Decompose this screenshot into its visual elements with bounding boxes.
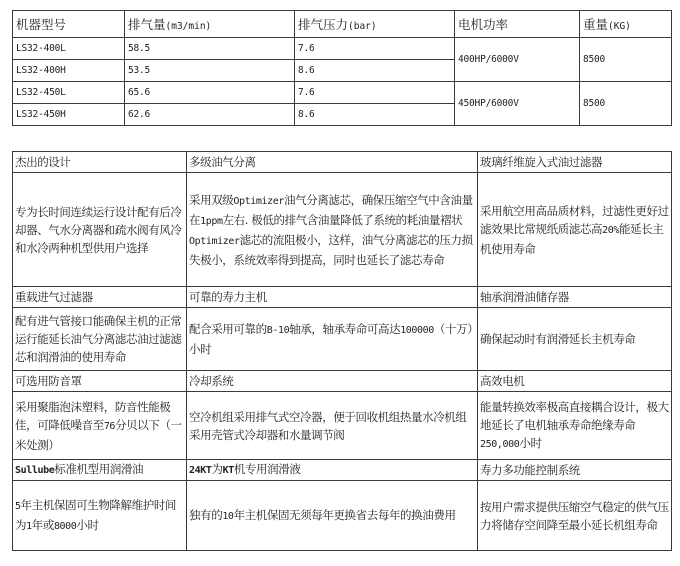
feature-body-row bbox=[13, 392, 672, 460]
spec-table bbox=[12, 10, 672, 126]
feature-body-row bbox=[13, 308, 672, 371]
feature-title-row bbox=[13, 371, 672, 392]
header-weight: 重量(KG) bbox=[580, 11, 672, 38]
header-exhaust: 排气量(m3/min) bbox=[125, 11, 295, 38]
header-motor: 电机功率 bbox=[455, 11, 580, 38]
cell-exhaust: 58.5 bbox=[125, 38, 295, 60]
spec-header-row bbox=[13, 11, 672, 38]
table-row bbox=[13, 82, 672, 104]
cell-motor: 400HP/6000V bbox=[455, 38, 580, 82]
cell-motor: 450HP/6000V bbox=[455, 82, 580, 126]
feature-text: 空冷机组采用排气式空冷器，便于回收机组热量水冷机组采用壳管式冷却器和水量调节阀 bbox=[187, 392, 478, 460]
feature-title: 杰出的设计 bbox=[13, 152, 187, 173]
feature-text: 配有进气管接口能确保主机的正常运行能延长油气分离滤芯油过滤滤芯和润滑油的使用寿命 bbox=[13, 308, 187, 371]
cell-weight: 8500 bbox=[580, 38, 672, 82]
cell-weight: 8500 bbox=[580, 82, 672, 126]
table-row bbox=[13, 38, 672, 60]
feature-text: 独有的10年主机保固无须每年更换省去每年的换油费用 bbox=[187, 481, 478, 551]
cell-pressure: 7.6 bbox=[295, 38, 455, 60]
feature-text: 确保起动时有润滑延长主机寿命 bbox=[478, 308, 672, 371]
feature-title: 寿力多功能控制系统 bbox=[478, 460, 672, 481]
feature-title: Sullube标准机型用润滑油 bbox=[13, 460, 187, 481]
cell-model: LS32-400L bbox=[13, 38, 125, 60]
feature-title-row bbox=[13, 460, 672, 481]
feature-text: 5年主机保固可生物降解维护时间为1年或8000小时 bbox=[13, 481, 187, 551]
header-pressure: 排气压力(bar) bbox=[295, 11, 455, 38]
feature-text: 能量转换效率极高直接耦合设计，极大地延长了电机轴承寿命绝缘寿命250,000小时 bbox=[478, 392, 672, 460]
feature-text: 配合采用可靠的B-10轴承，轴承寿命可高达100000（十万）小时 bbox=[187, 308, 478, 371]
feature-body-row bbox=[13, 173, 672, 287]
feature-title: 轴承润滑油储存器 bbox=[478, 287, 672, 308]
cell-pressure: 7.6 bbox=[295, 82, 455, 104]
cell-exhaust: 62.6 bbox=[125, 104, 295, 126]
feature-text: 采用双级Optimizer油气分离滤芯，确保压缩空气中含油量在1ppm左右. 极低的排气含油量降低了系统的耗油量褶状Optimizer滤芯的流阻极小，这样，油气分离滤芯的压力损失极小，系统效率得到提高，同时也延长了滤芯寿命 bbox=[187, 173, 478, 287]
feature-title: 可靠的寿力主机 bbox=[187, 287, 478, 308]
feature-title: 可选用防音罩 bbox=[13, 371, 187, 392]
cell-exhaust: 65.6 bbox=[125, 82, 295, 104]
feature-title: 冷却系统 bbox=[187, 371, 478, 392]
feature-title: 24KT为KT机专用润滑液 bbox=[187, 460, 478, 481]
feature-text: 按用户需求提供压缩空气稳定的供气压力将储存空间降至最小延长机组寿命 bbox=[478, 481, 672, 551]
feature-title: 多级油气分离 bbox=[187, 152, 478, 173]
cell-pressure: 8.6 bbox=[295, 60, 455, 82]
cell-pressure: 8.6 bbox=[295, 104, 455, 126]
feature-title-row bbox=[13, 287, 672, 308]
header-model: 机器型号 bbox=[13, 11, 125, 38]
cell-exhaust: 53.5 bbox=[125, 60, 295, 82]
cell-model: LS32-400H bbox=[13, 60, 125, 82]
feature-text: 采用聚脂泡沫塑料，防音性能极佳，可降低噪音至76分贝以下（一米处测） bbox=[13, 392, 187, 460]
feature-title-row bbox=[13, 152, 672, 173]
feature-text: 采用航空用高品质材料，过滤性更好过滤效果比常规纸质滤芯高20%能延长主机使用寿命 bbox=[478, 173, 672, 287]
feature-text: 专为长时间连续运行设计配有后冷却器、气水分离器和疏水阀有风冷和水冷两种机型供用户选择 bbox=[13, 173, 187, 287]
cell-model: LS32-450H bbox=[13, 104, 125, 126]
feature-title: 重载进气过滤器 bbox=[13, 287, 187, 308]
feature-body-row bbox=[13, 481, 672, 551]
feature-title: 玻璃纤维旋入式油过滤器 bbox=[478, 152, 672, 173]
features-table bbox=[12, 151, 672, 551]
cell-model: LS32-450L bbox=[13, 82, 125, 104]
feature-title: 高效电机 bbox=[478, 371, 672, 392]
